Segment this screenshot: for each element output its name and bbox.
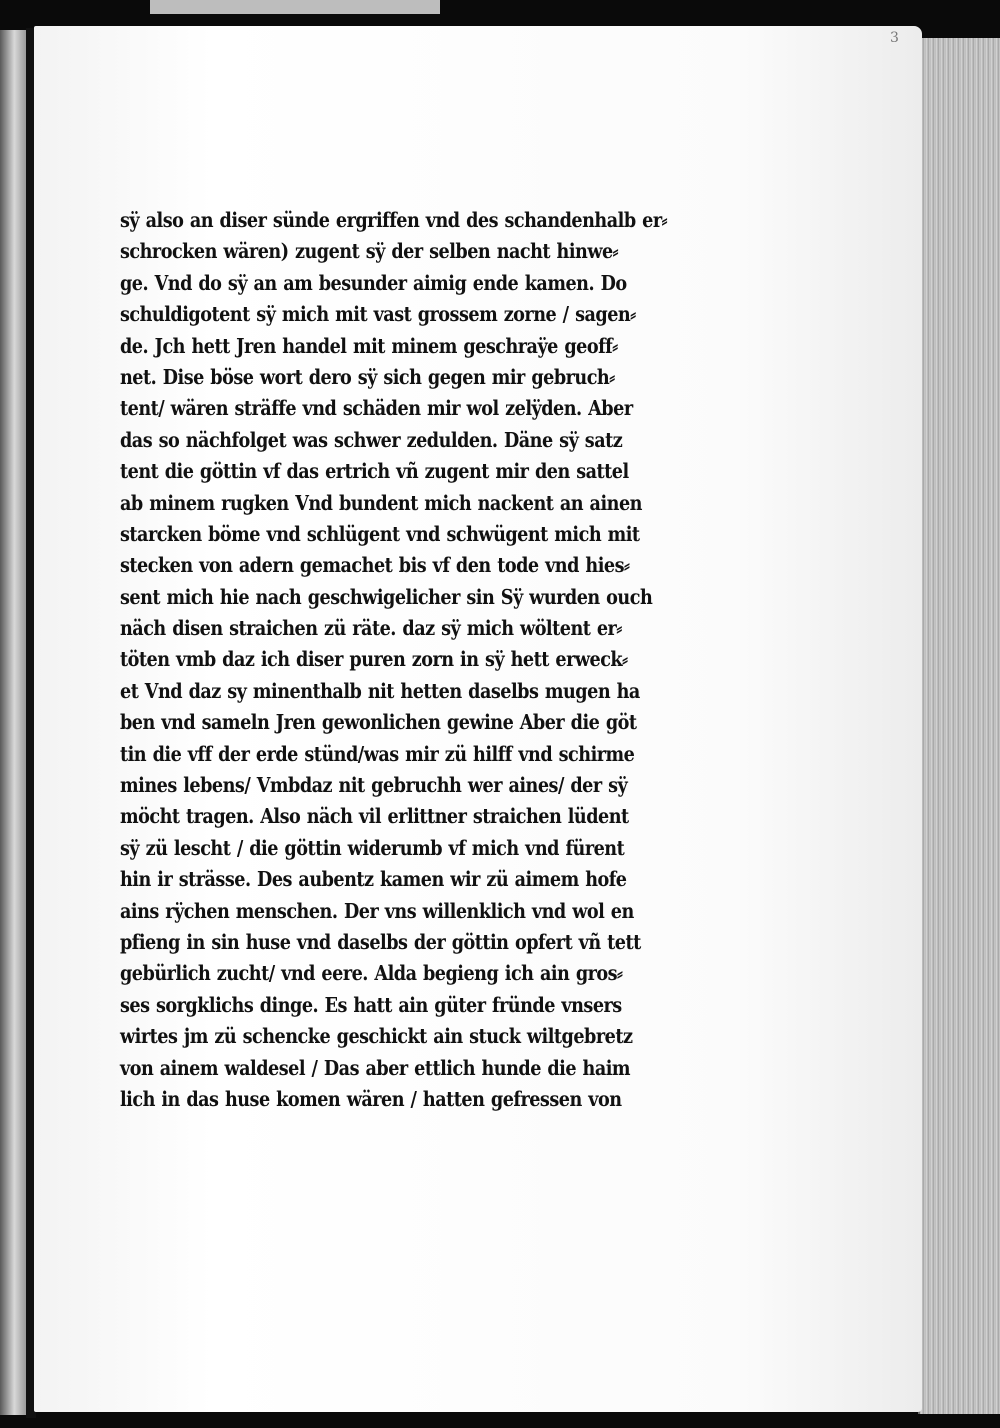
text-line: von ainem waldesel / Das aber ettlich hunde die haim: [120, 1055, 631, 1080]
text-line: schuldigotent sÿ mich mit vast grossem zorne / sagen⸗: [120, 302, 636, 327]
text-line: ains rÿchen menschen. Der vns willenklich vnd wol en: [120, 898, 634, 923]
text-line: stecken von adern gemachet bis vf den tode vnd hies⸗: [120, 553, 630, 578]
text-line: net. Dise böse wort dero sÿ sich gegen mir gebruch⸗: [120, 364, 615, 389]
text-line: ge. Vnd do sÿ an am besunder aimig ende kamen. Do: [120, 270, 627, 295]
text-line: ab minem rugken Vnd bundent mich nackent an ainen: [120, 490, 642, 515]
text-line: de. Jch hett Jren handel mit minem geschraÿe geoff⸗: [120, 333, 618, 358]
facing-page-edge: [0, 30, 26, 1415]
page-edges-stack: [918, 38, 1000, 1414]
text-line: tent die göttin vf das ertrich vñ zugent mir den sattel: [120, 459, 629, 484]
text-line: ben vnd sameln Jren gewonlichen gewine Aber die göt: [120, 710, 637, 735]
text-line: sent mich hie nach geschwigelicher sin Sÿ wurden ouch: [120, 584, 653, 609]
text-line: pfieng in sin huse vnd daselbs der göttin opfert vñ tett: [120, 929, 641, 954]
text-block: [120, 205, 680, 1115]
text-line: töten vmb daz ich diser puren zorn in sÿ hett erweck⸗: [120, 647, 628, 672]
text-line: hin ir strässe. Des aubentz kamen wir zü aimem hofe: [120, 867, 627, 892]
text-line: sÿ also an diser sünde ergriffen vnd des schandenhalb er⸗: [120, 208, 667, 232]
text-line: sÿ zü lescht / die göttin widerumb vf mich vnd fürent: [120, 835, 625, 860]
text-line: starcken böme vnd schlügent vnd schwügent mich mit: [120, 521, 640, 546]
text-line: tin die vff der erde stünd/was mir zü hilff vnd schirme: [120, 741, 635, 766]
text-line: wirtes jm zü schencke geschickt ain stuck wiltgebretz: [120, 1024, 633, 1049]
text-line: das so nächfolget was schwer zedulden. Däne sÿ satz: [120, 427, 623, 452]
text-line: schrocken wären) zugent sÿ der selben nacht hinwe⸗: [120, 239, 619, 264]
text-line: ses sorgklichs dinge. Es hatt ain güter fründe vnsers: [120, 992, 622, 1017]
text-line: möcht tragen. Also näch vil erlittner straichen lüdent: [120, 804, 629, 829]
text-line: gebürlich zucht/ vnd eere. Alda begieng ich ain gros⸗: [120, 961, 623, 986]
text-line: lich in das huse komen wären / hatten gefressen von: [120, 1086, 622, 1111]
text-line: et Vnd daz sy minenthalb nit hetten daselbs mugen ha: [120, 678, 640, 703]
text-line: näch disen straichen zü räte. daz sÿ mich wöltent er⸗: [120, 616, 622, 641]
text-line: tent/ wären sträffe vnd schäden mir wol zelÿden. Aber: [120, 396, 633, 421]
text-line: mines lebens/ Vmbdaz nit gebruchh wer aines/ der sÿ: [120, 773, 628, 798]
binding-strip: [150, 0, 440, 14]
folio-mark: 3: [890, 30, 900, 46]
